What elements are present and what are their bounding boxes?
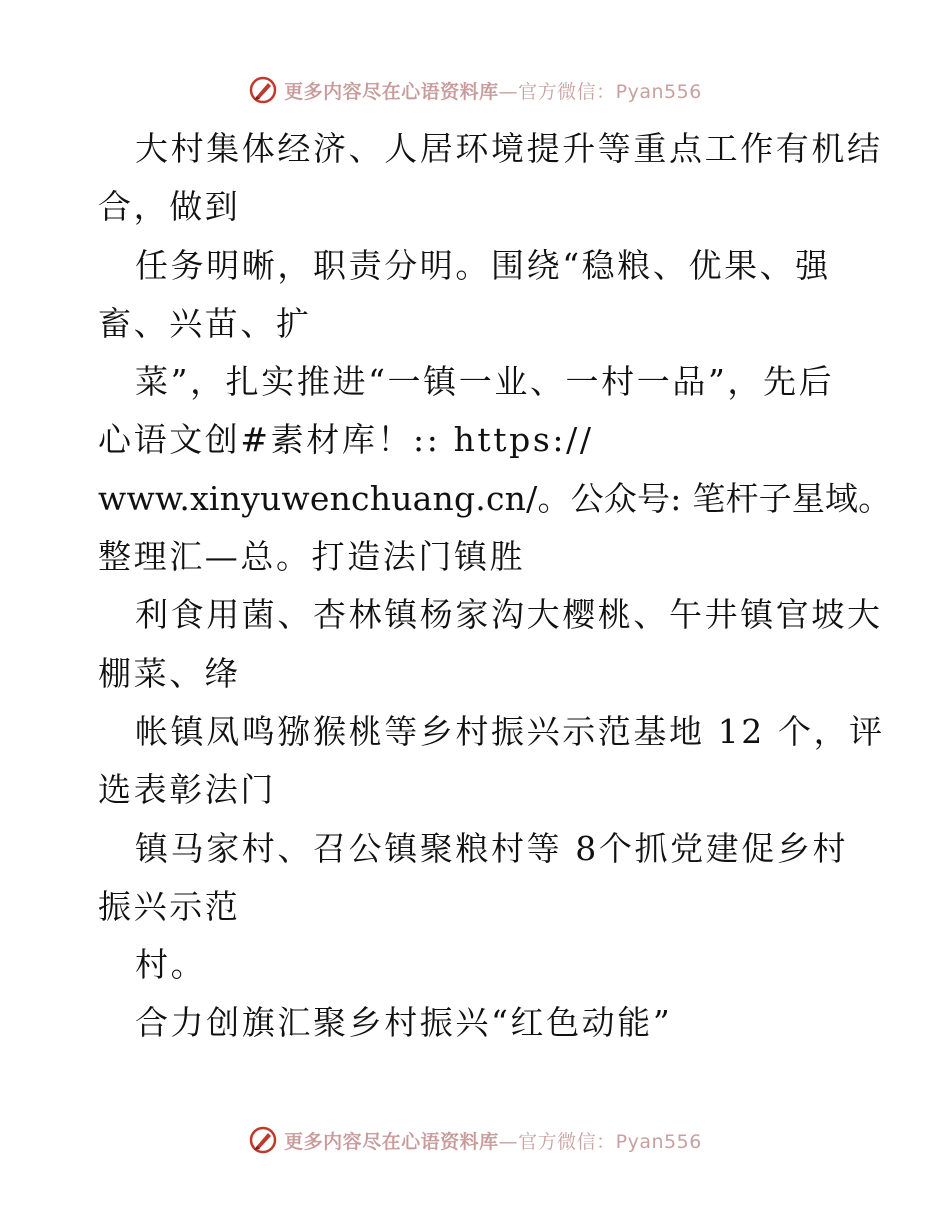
text-line: 镇马家村、召公镇聚粮村等 8个抓党建促乡村 bbox=[135, 828, 849, 868]
document-body bbox=[98, 120, 892, 1053]
text-line: 大村集体经济、人居环境提升等重点工作有机结 bbox=[135, 129, 883, 168]
watermark-text: 更多内容尽在心语资料库—官方微信：Pyan556 bbox=[284, 80, 702, 103]
text-line: 选表彰法门 bbox=[98, 770, 276, 810]
text-line: 整理汇—总。打造法门镇胜 bbox=[98, 537, 526, 577]
pen-logo-icon bbox=[248, 75, 278, 105]
text-line: 振兴示范 bbox=[98, 886, 241, 926]
text-line: 村。 bbox=[135, 945, 207, 985]
text-line: 利食用菌、杏林镇杨家沟大樱桃、午井镇官坡大 bbox=[135, 595, 883, 635]
pen-logo-icon bbox=[248, 1125, 278, 1155]
text-line: 任务明晰，职责分明。围绕“稳粮、优果、强 bbox=[135, 245, 831, 285]
text-line: 合力创旗汇聚乡村振兴“红色动能” bbox=[135, 1003, 673, 1043]
text-line: 帐镇凤鸣猕猴桃等乡村振兴示范基地 12 个，评 bbox=[135, 711, 885, 751]
text-line: 畜、兴苗、扩 bbox=[98, 303, 312, 343]
text-line: 菜”，扎实推进“一镇一业、一村一品”，先后 bbox=[135, 362, 835, 402]
watermark-text: 更多内容尽在心语资料库—官方微信：Pyan556 bbox=[284, 1130, 702, 1153]
text-line: 心语文创#素材库！:: https:// bbox=[98, 420, 594, 460]
text-line: 棚菜、绛 bbox=[98, 653, 241, 693]
text-line: www.xinyuwenchuang.cn/。公众号: 笔杆子星域。 bbox=[98, 478, 892, 518]
text-line: 合，做到 bbox=[98, 187, 241, 227]
header-watermark bbox=[0, 70, 950, 110]
footer-watermark bbox=[0, 1120, 950, 1160]
